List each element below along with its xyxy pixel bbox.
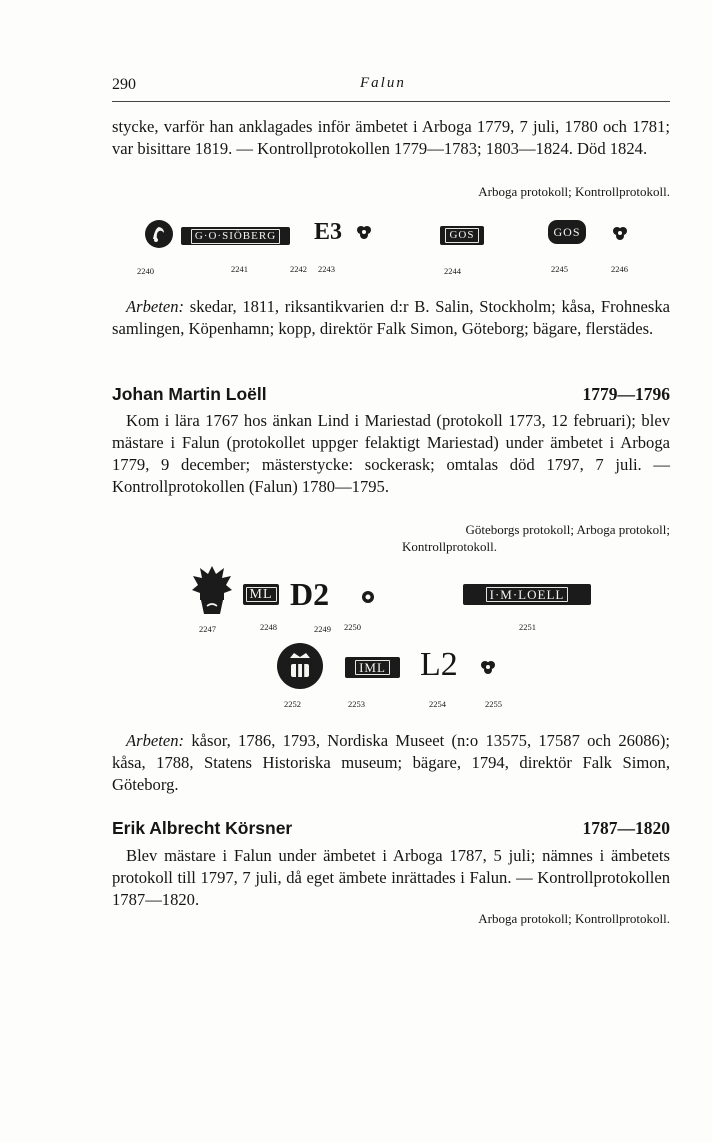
mark-number: 2240: [137, 266, 154, 276]
previous-entry-text: stycke, varför han anklagades inför ämbetet i Arboga 1779, 7 juli, 1780 och 1781; var bisittare 1819. — Kontrollprotokollen 1779—1783; 1803—1824. Död 1824.: [112, 117, 670, 158]
mark-number: 2247: [199, 624, 216, 634]
maker-stamp-2245: GOS: [548, 220, 586, 244]
korsner-source: Arboga protokoll; Kontrollprotokoll.: [478, 911, 670, 926]
trefoil-mark-icon: [356, 225, 372, 240]
page-number: 290: [112, 76, 136, 93]
mark-number: 2251: [519, 622, 536, 632]
loell-entry-text: Kom i lära 1767 hos änkan Lind i Mariestad (protokoll 1773, 12 februari); blev mästare i Falun (protokollet uppger felaktigt Mariestad) under ämbetet i Arboga 1779, 9 december; mästerstycke: sockerask; omtalas död 1797, 7 juli. — Kontrollprotokollen (Falun) 1780—1795.: [112, 411, 670, 496]
entry-heading-loell: [112, 384, 670, 405]
palmette-mark-icon: [191, 564, 233, 616]
loell-source-line-1: Göteborgs protokoll; Arboga protokoll;: [465, 522, 670, 537]
mark-number: 2242: [290, 264, 307, 274]
date-letter-2254: L2: [420, 646, 458, 683]
mark-number: 2241: [231, 264, 248, 274]
mark-number: 2249: [314, 624, 331, 634]
mark-number: 2243: [318, 264, 335, 274]
round-mark-icon: [361, 590, 375, 604]
previous-entry-arbeten: Arbeten: skedar, 1811, riksantikvarien d:r B. Salin, Stockholm; kåsa, Frohneska samlingen, Köpenhamn; kopp, direktör Falk Simon, Göteborg; bägare, flerstädes.: [112, 297, 670, 338]
loell-source-line-2: Kontrollprotokoll.: [402, 539, 497, 554]
loell-arbeten: Arbeten: kåsor, 1786, 1793, Nordiska Museet (n:o 13575, 17587 och 26086); kåsa, 1788, Statens Historiska museum; bägare, 1794, direktör Falk Simon, Göteborg.: [112, 731, 670, 794]
mark-number: 2250: [344, 622, 361, 632]
maker-stamp-2248: ML: [243, 584, 279, 605]
mark-number: 2244: [444, 266, 461, 276]
maker-stamp-2253: IML: [345, 657, 400, 678]
maker-stamp-2251: I·M·LOELL: [463, 584, 591, 605]
crowned-mark-icon: [144, 219, 174, 249]
trefoil-mark-icon: [612, 226, 628, 241]
entry-heading-korsner: [112, 818, 670, 839]
maker-stamp-2241: G·O·SIÖBERG: [181, 227, 290, 245]
korsner-entry-text: Blev mästare i Falun under ämbetet i Arboga 1787, 5 juli; nämnes i ämbetets protokoll till 1797, 7 juli, då eget ämbete inrättades i Falun. — Kontrollprotokollen 1787—1820.: [112, 846, 670, 909]
entry-name: Erik Albrecht Körsner: [112, 818, 293, 838]
mark-number: 2254: [429, 699, 446, 709]
mark-number: 2255: [485, 699, 502, 709]
date-letter-2242: E3: [314, 219, 343, 245]
date-letter-2249: D2: [290, 576, 330, 612]
entry-years: 1779—1796: [582, 384, 670, 404]
maker-stamp-2244: GOS: [440, 226, 484, 245]
entry-name: Johan Martin Loëll: [112, 384, 267, 404]
mark-number: 2252: [284, 699, 301, 709]
mark-number: 2253: [348, 699, 365, 709]
mark-number: 2245: [551, 264, 568, 274]
mark-number: 2246: [611, 264, 628, 274]
previous-entry-source: Arboga protokoll; Kontrollprotokoll.: [478, 184, 670, 199]
trefoil-mark-icon: [480, 660, 496, 675]
entry-years: 1787—1820: [582, 818, 670, 838]
crowned-emblem-mark-icon: [276, 642, 324, 690]
running-title: Falun: [360, 75, 406, 91]
header-rule: [112, 101, 670, 102]
mark-number: 2248: [260, 622, 277, 632]
